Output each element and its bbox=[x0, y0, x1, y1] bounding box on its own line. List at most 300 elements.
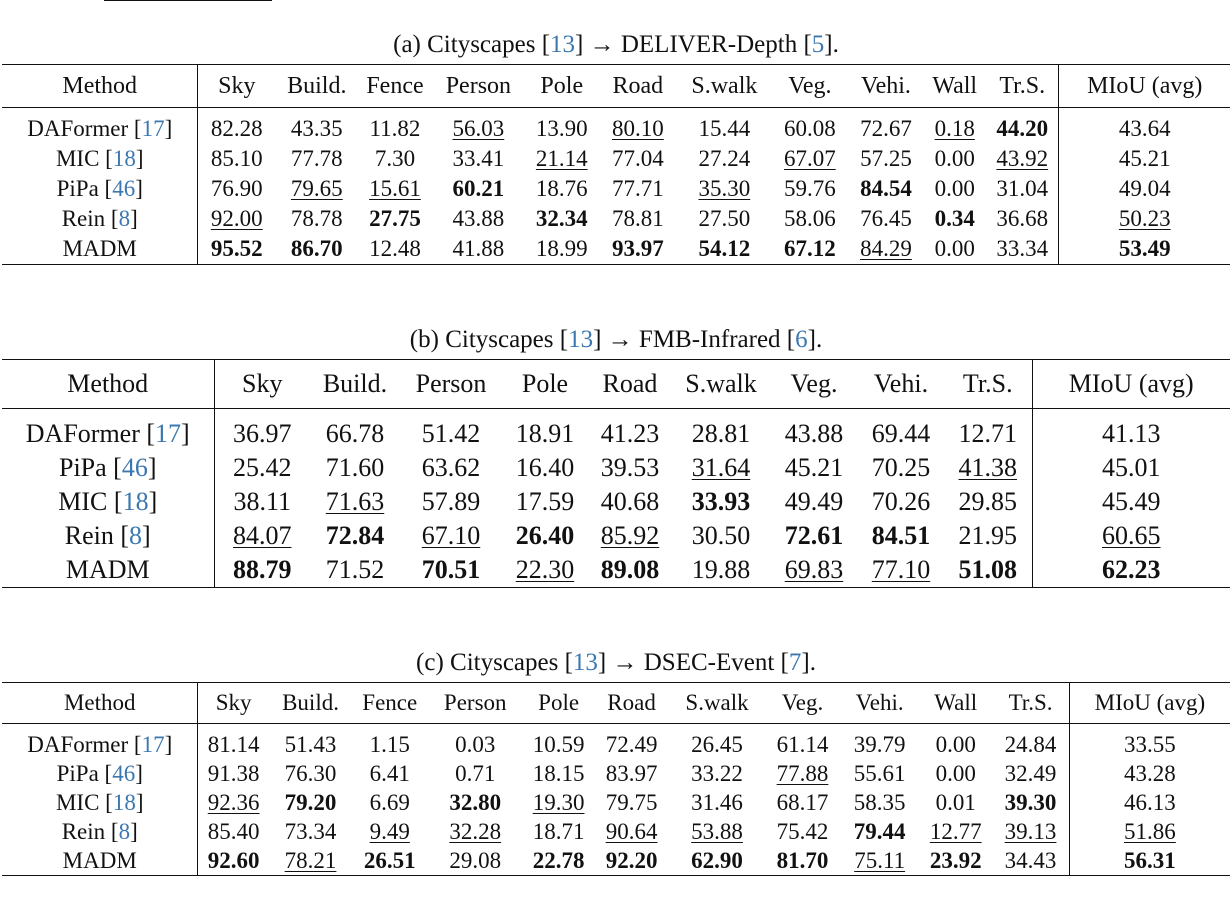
score-value: 31.64 bbox=[691, 453, 751, 482]
score-cell bbox=[594, 788, 669, 817]
score-value: 18.76 bbox=[535, 176, 588, 201]
score-value: 26.45 bbox=[691, 731, 743, 757]
score-value: 72.84 bbox=[325, 521, 385, 550]
score-value: 49.49 bbox=[784, 487, 844, 516]
table-row bbox=[2, 846, 1230, 876]
score-cell bbox=[598, 108, 677, 145]
column-header: Pole bbox=[538, 690, 580, 715]
score-value: 80.10 bbox=[611, 116, 664, 141]
method-cell: DAFormer [17] bbox=[2, 108, 198, 145]
score-cell bbox=[770, 485, 858, 519]
column-header: Method bbox=[2, 683, 198, 724]
column-header: MIoU (avg) bbox=[1069, 683, 1230, 724]
score-value: 39.53 bbox=[600, 453, 660, 482]
score-value: 40.68 bbox=[600, 487, 660, 516]
score-value: 38.11 bbox=[233, 487, 292, 516]
method-name: DAFormer bbox=[27, 731, 134, 757]
citation-link[interactable]: 8 bbox=[118, 206, 131, 231]
score-cell bbox=[771, 204, 848, 234]
score-cell bbox=[198, 204, 275, 234]
method-name: Rein bbox=[61, 818, 111, 844]
score-value: 51.08 bbox=[958, 555, 1017, 584]
score-value: 79.44 bbox=[853, 818, 906, 844]
score-value: 18.71 bbox=[532, 818, 585, 844]
score-cell bbox=[275, 108, 358, 145]
column-header: Sky bbox=[242, 369, 283, 398]
citation-link[interactable]: 46 bbox=[112, 760, 136, 786]
score-value: 76.45 bbox=[860, 206, 912, 231]
score-value: 43.92 bbox=[996, 146, 1049, 171]
score-value: 78.78 bbox=[290, 206, 343, 231]
score-value: 7.30 bbox=[374, 146, 416, 171]
score-value: 75.11 bbox=[854, 847, 906, 873]
score-cell bbox=[1069, 788, 1230, 817]
column-header: Road bbox=[612, 72, 664, 99]
score-value: 34.43 bbox=[1004, 847, 1057, 873]
score-cell bbox=[672, 451, 770, 485]
citation-link[interactable]: 46 bbox=[112, 176, 136, 201]
citation-link[interactable]: 17 bbox=[155, 419, 182, 448]
score-cell bbox=[275, 144, 358, 174]
score-value: 0.34 bbox=[934, 206, 975, 231]
score-value: 51.43 bbox=[284, 731, 337, 757]
score-value: 17.59 bbox=[515, 487, 575, 516]
method-name: MIC bbox=[55, 789, 106, 815]
column-header: Sky bbox=[218, 72, 256, 99]
score-cell bbox=[677, 204, 771, 234]
score-value: 22.30 bbox=[515, 555, 575, 584]
score-value: 84.07 bbox=[233, 521, 292, 550]
score-value: 11.82 bbox=[369, 116, 421, 141]
score-value: 77.04 bbox=[611, 146, 664, 171]
method-name: PiPa bbox=[58, 453, 114, 482]
score-cell bbox=[502, 451, 588, 485]
score-cell bbox=[431, 234, 525, 265]
column-header: Build. bbox=[322, 369, 388, 398]
score-cell bbox=[502, 553, 588, 588]
table-row bbox=[2, 234, 1230, 265]
score-value: 95.52 bbox=[210, 236, 263, 261]
score-cell bbox=[919, 788, 992, 817]
score-value: 43.35 bbox=[290, 116, 343, 141]
score-cell bbox=[400, 519, 502, 553]
method-cell: PiPa [46] bbox=[2, 451, 214, 485]
score-cell bbox=[992, 724, 1069, 760]
score-cell bbox=[352, 724, 427, 760]
method-name: MADM bbox=[62, 847, 137, 873]
score-cell bbox=[672, 409, 770, 452]
score-value: 60.65 bbox=[1102, 521, 1161, 550]
score-value: 92.20 bbox=[605, 847, 658, 873]
score-value: 43.88 bbox=[784, 419, 844, 448]
method-cell: MIC [18] bbox=[2, 485, 214, 519]
score-value: 70.26 bbox=[871, 487, 931, 516]
score-cell bbox=[427, 846, 523, 876]
score-cell bbox=[858, 409, 944, 452]
score-value: 45.21 bbox=[784, 453, 844, 482]
table-row bbox=[2, 759, 1230, 788]
score-cell bbox=[598, 144, 677, 174]
score-cell bbox=[669, 817, 765, 846]
score-cell bbox=[944, 409, 1032, 452]
citation-link[interactable]: 8 bbox=[118, 818, 131, 844]
results-table-dsec-event bbox=[2, 682, 1230, 876]
score-cell bbox=[588, 519, 672, 553]
score-value: 81.70 bbox=[776, 847, 829, 873]
score-cell bbox=[352, 759, 427, 788]
score-value: 77.71 bbox=[611, 176, 664, 201]
score-cell bbox=[771, 144, 848, 174]
score-cell bbox=[598, 234, 677, 265]
score-cell bbox=[992, 788, 1069, 817]
score-cell bbox=[525, 108, 598, 145]
citation-link[interactable]: 8 bbox=[129, 521, 143, 550]
score-cell bbox=[1069, 817, 1230, 846]
citation-link[interactable]: 6 bbox=[795, 326, 808, 353]
score-cell bbox=[523, 788, 594, 817]
score-value: 0.00 bbox=[935, 731, 976, 757]
score-value: 43.88 bbox=[452, 206, 505, 231]
method-cell: DAFormer [17] bbox=[2, 409, 214, 452]
score-value: 18.99 bbox=[535, 236, 588, 261]
column-header: MIoU (avg) bbox=[1059, 65, 1230, 108]
score-value: 90.64 bbox=[605, 818, 658, 844]
table-row bbox=[2, 204, 1230, 234]
score-cell bbox=[669, 759, 765, 788]
score-value: 67.07 bbox=[783, 146, 836, 171]
score-value: 41.38 bbox=[958, 453, 1017, 482]
score-cell bbox=[400, 485, 502, 519]
column-header: MIoU (avg) bbox=[1032, 360, 1230, 409]
score-value: 53.88 bbox=[691, 818, 743, 844]
score-value: 78.21 bbox=[284, 847, 337, 873]
score-cell bbox=[765, 846, 840, 876]
score-value: 69.44 bbox=[871, 419, 931, 448]
table-row bbox=[2, 144, 1230, 174]
citation-link[interactable]: 46 bbox=[121, 453, 148, 482]
score-value: 50.23 bbox=[1118, 206, 1171, 231]
score-cell bbox=[986, 144, 1059, 174]
score-cell bbox=[427, 724, 523, 760]
score-cell bbox=[923, 174, 986, 204]
score-value: 10.59 bbox=[532, 731, 585, 757]
score-cell bbox=[919, 759, 992, 788]
score-value: 0.00 bbox=[934, 176, 975, 201]
citation-link[interactable]: 5 bbox=[811, 31, 825, 58]
score-value: 41.88 bbox=[452, 236, 505, 261]
score-cell bbox=[588, 409, 672, 452]
column-header: Vehi. bbox=[860, 72, 911, 99]
score-cell bbox=[1032, 553, 1230, 588]
score-cell bbox=[992, 759, 1069, 788]
column-header: Veg. bbox=[788, 72, 832, 99]
citation-link[interactable]: 13 bbox=[568, 326, 594, 353]
column-header: Veg. bbox=[790, 369, 838, 398]
score-value: 78.81 bbox=[611, 206, 664, 231]
score-cell bbox=[669, 846, 765, 876]
score-value: 18.15 bbox=[532, 760, 585, 786]
score-value: 25.42 bbox=[233, 453, 292, 482]
score-value: 32.49 bbox=[1004, 760, 1057, 786]
score-value: 70.25 bbox=[871, 453, 931, 482]
score-value: 79.75 bbox=[605, 789, 658, 815]
table-row bbox=[2, 553, 1230, 588]
citation-link[interactable]: 18 bbox=[122, 487, 149, 516]
score-value: 39.13 bbox=[1004, 818, 1057, 844]
score-cell bbox=[944, 485, 1032, 519]
table-row bbox=[2, 724, 1230, 760]
score-value: 58.35 bbox=[853, 789, 906, 815]
score-value: 39.30 bbox=[1004, 789, 1057, 815]
column-header: Veg. bbox=[781, 690, 824, 715]
score-value: 43.64 bbox=[1118, 116, 1171, 141]
score-value: 69.83 bbox=[784, 555, 844, 584]
table-row bbox=[2, 788, 1230, 817]
score-value: 79.20 bbox=[284, 789, 337, 815]
score-cell bbox=[840, 724, 919, 760]
score-cell bbox=[523, 759, 594, 788]
score-value: 32.34 bbox=[535, 206, 588, 231]
score-value: 86.70 bbox=[290, 236, 343, 261]
method-name: MADM bbox=[65, 555, 150, 584]
score-cell bbox=[198, 759, 269, 788]
score-value: 56.03 bbox=[452, 116, 505, 141]
table-block-b bbox=[0, 325, 1232, 588]
method-cell: Rein [8] bbox=[2, 204, 198, 234]
score-value: 36.68 bbox=[996, 206, 1049, 231]
score-cell bbox=[848, 174, 923, 204]
score-value: 58.06 bbox=[783, 206, 836, 231]
score-cell bbox=[310, 451, 400, 485]
score-cell bbox=[1059, 204, 1230, 234]
method-name: PiPa bbox=[56, 760, 105, 786]
score-cell bbox=[588, 553, 672, 588]
score-cell bbox=[1069, 846, 1230, 876]
score-cell bbox=[525, 144, 598, 174]
score-value: 33.34 bbox=[996, 236, 1049, 261]
score-cell bbox=[310, 485, 400, 519]
score-value: 12.71 bbox=[958, 419, 1017, 448]
column-header: Build. bbox=[282, 690, 339, 715]
score-value: 21.14 bbox=[535, 146, 588, 171]
score-cell bbox=[771, 108, 848, 145]
citation-link[interactable]: 13 bbox=[550, 31, 576, 58]
score-cell bbox=[400, 553, 502, 588]
score-cell bbox=[352, 788, 427, 817]
score-cell bbox=[359, 234, 432, 265]
score-cell bbox=[427, 788, 523, 817]
score-cell bbox=[352, 817, 427, 846]
score-cell bbox=[594, 817, 669, 846]
method-name: Rein bbox=[64, 521, 121, 550]
score-value: 21.95 bbox=[958, 521, 1017, 550]
method-cell: MIC [18] bbox=[2, 788, 198, 817]
score-value: 9.49 bbox=[369, 818, 410, 844]
score-value: 71.60 bbox=[325, 453, 385, 482]
score-cell bbox=[840, 788, 919, 817]
results-table-fmb-infrared bbox=[2, 359, 1230, 588]
score-value: 79.65 bbox=[290, 176, 343, 201]
column-header: Vehi. bbox=[873, 369, 929, 398]
score-value: 62.90 bbox=[691, 847, 743, 873]
score-cell bbox=[770, 451, 858, 485]
score-cell bbox=[1032, 519, 1230, 553]
column-header: Person bbox=[415, 369, 487, 398]
score-cell bbox=[198, 174, 275, 204]
column-header: Build. bbox=[287, 72, 347, 99]
score-cell bbox=[310, 553, 400, 588]
citation-link[interactable]: 18 bbox=[112, 146, 136, 171]
score-cell bbox=[944, 519, 1032, 553]
score-cell bbox=[525, 204, 598, 234]
caption-text: ] → DSEC-Event [ bbox=[597, 649, 789, 676]
score-value: 0.71 bbox=[455, 760, 496, 786]
caption-text: ] → DELIVER-Depth [ bbox=[575, 31, 812, 58]
citation-link[interactable]: 18 bbox=[112, 789, 136, 815]
score-value: 51.86 bbox=[1124, 818, 1176, 844]
score-value: 26.51 bbox=[363, 847, 416, 873]
table-header-row bbox=[2, 360, 1230, 409]
score-cell bbox=[986, 174, 1059, 204]
score-cell bbox=[269, 817, 352, 846]
score-cell bbox=[986, 234, 1059, 265]
score-cell bbox=[502, 409, 588, 452]
score-cell bbox=[588, 451, 672, 485]
score-value: 1.15 bbox=[369, 731, 410, 757]
table-row bbox=[2, 409, 1230, 452]
score-value: 32.80 bbox=[449, 789, 502, 815]
score-cell bbox=[525, 174, 598, 204]
score-cell bbox=[523, 724, 594, 760]
score-value: 41.23 bbox=[600, 419, 660, 448]
score-cell bbox=[858, 519, 944, 553]
score-cell bbox=[431, 144, 525, 174]
score-value: 70.51 bbox=[421, 555, 481, 584]
score-value: 19.88 bbox=[691, 555, 751, 584]
score-cell bbox=[1059, 234, 1230, 265]
citation-link[interactable]: 17 bbox=[141, 731, 165, 757]
score-value: 68.17 bbox=[776, 789, 829, 815]
score-value: 16.40 bbox=[515, 453, 575, 482]
citation-link[interactable]: 17 bbox=[141, 116, 165, 141]
table-row bbox=[2, 519, 1230, 553]
method-cell bbox=[2, 553, 214, 588]
score-cell bbox=[198, 724, 269, 760]
score-cell bbox=[770, 519, 858, 553]
score-cell bbox=[923, 204, 986, 234]
score-cell bbox=[1069, 724, 1230, 760]
score-value: 31.04 bbox=[996, 176, 1049, 201]
score-value: 67.12 bbox=[783, 236, 836, 261]
score-cell bbox=[840, 817, 919, 846]
column-header: S.walk bbox=[685, 690, 749, 715]
score-value: 76.30 bbox=[284, 760, 337, 786]
score-value: 45.49 bbox=[1102, 487, 1161, 516]
score-cell bbox=[594, 759, 669, 788]
score-cell bbox=[502, 485, 588, 519]
method-cell bbox=[2, 846, 198, 876]
score-value: 62.23 bbox=[1102, 555, 1161, 584]
score-value: 35.30 bbox=[698, 176, 751, 201]
column-header: Person bbox=[445, 72, 512, 99]
score-cell bbox=[669, 788, 765, 817]
score-value: 71.63 bbox=[325, 487, 385, 516]
score-cell bbox=[400, 451, 502, 485]
score-value: 0.01 bbox=[935, 789, 976, 815]
score-cell bbox=[677, 144, 771, 174]
score-cell bbox=[198, 144, 275, 174]
score-cell bbox=[923, 144, 986, 174]
score-cell bbox=[269, 759, 352, 788]
score-value: 15.44 bbox=[698, 116, 751, 141]
score-cell bbox=[765, 817, 840, 846]
score-cell bbox=[594, 724, 669, 760]
citation-link[interactable]: 13 bbox=[572, 649, 598, 676]
column-header: Pole bbox=[540, 72, 584, 99]
score-value: 77.10 bbox=[871, 555, 931, 584]
score-cell bbox=[359, 174, 432, 204]
score-cell bbox=[848, 108, 923, 145]
score-value: 92.36 bbox=[207, 789, 260, 815]
score-value: 63.62 bbox=[421, 453, 481, 482]
score-cell bbox=[677, 174, 771, 204]
score-cell bbox=[198, 234, 275, 265]
column-header: Wall bbox=[932, 72, 978, 99]
score-value: 85.92 bbox=[600, 521, 660, 550]
method-name: MADM bbox=[62, 236, 137, 261]
column-header: Vehi. bbox=[855, 690, 904, 715]
citation-link[interactable]: 7 bbox=[788, 649, 802, 676]
column-header: Wall bbox=[934, 690, 978, 715]
score-cell bbox=[840, 759, 919, 788]
column-header: Road bbox=[607, 690, 656, 715]
score-value: 36.97 bbox=[233, 419, 292, 448]
table-caption-a bbox=[0, 30, 1232, 64]
score-value: 85.10 bbox=[210, 146, 263, 171]
score-cell bbox=[848, 144, 923, 174]
score-value: 81.14 bbox=[207, 731, 260, 757]
score-cell bbox=[214, 485, 310, 519]
caption-text: (b) Cityscapes [ bbox=[409, 326, 569, 353]
score-cell bbox=[858, 553, 944, 588]
score-cell bbox=[598, 204, 677, 234]
score-value: 72.61 bbox=[784, 521, 844, 550]
score-value: 61.14 bbox=[776, 731, 829, 757]
table-caption-b bbox=[0, 325, 1232, 359]
score-value: 39.79 bbox=[853, 731, 906, 757]
caption-text: ]. bbox=[801, 649, 816, 676]
score-value: 12.48 bbox=[369, 236, 421, 261]
score-cell bbox=[431, 204, 525, 234]
score-value: 82.28 bbox=[210, 116, 263, 141]
score-value: 0.03 bbox=[455, 731, 496, 757]
score-value: 0.00 bbox=[935, 760, 976, 786]
score-value: 54.12 bbox=[698, 236, 751, 261]
score-value: 6.69 bbox=[369, 789, 410, 815]
score-value: 13.90 bbox=[535, 116, 588, 141]
score-value: 59.76 bbox=[783, 176, 836, 201]
table-row bbox=[2, 108, 1230, 145]
score-value: 84.54 bbox=[860, 176, 912, 201]
method-cell: DAFormer [17] bbox=[2, 724, 198, 760]
score-cell bbox=[770, 409, 858, 452]
score-value: 24.84 bbox=[1004, 731, 1057, 757]
score-cell bbox=[310, 409, 400, 452]
score-value: 33.22 bbox=[691, 760, 743, 786]
table-block-c bbox=[0, 648, 1232, 876]
score-cell bbox=[523, 846, 594, 876]
column-header: Method bbox=[2, 65, 198, 108]
